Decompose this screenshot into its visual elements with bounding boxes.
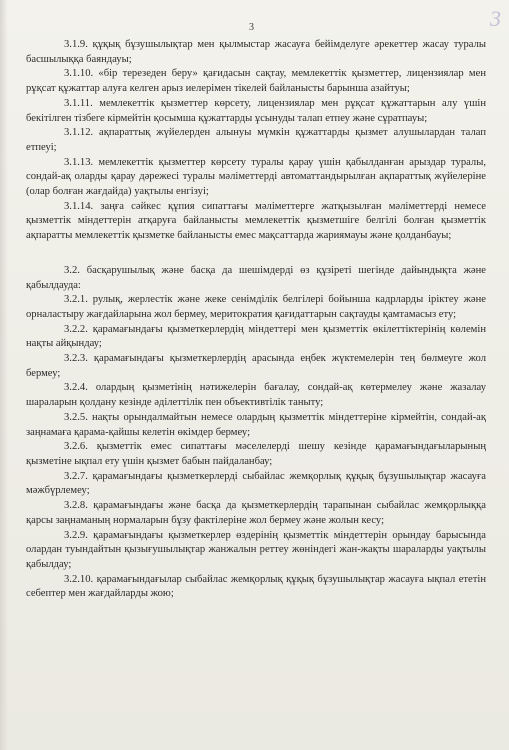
paragraph-3-2-9: 3.2.9. қарамағындағы қызметкерлер өздерінің қызметтік міндеттерін орындау барысында олардан туындайтын қызығушылықтар жанжалын реттеу жөніндегі жан-жақты шараларды уақтылы қабылдау; <box>26 529 486 570</box>
paragraph-3-2-7: 3.2.7. қарамағындағы қызметкерлерді сыбайлас жемқорлық құқық бұзушылықтар жасауға мәжбүрлемеу; <box>26 470 486 497</box>
paragraph-3-2-6: 3.2.6. қызметтік емес сипаттағы мәселелерді шешу кезінде қарамағындағыларының қызметіне ықпал ету үшін қызмет бабын пайдаланбау; <box>26 441 486 467</box>
paragraph-3-1-11: 3.1.11. мемлекеттік қызметтер көрсету, лицензиялар мен рұқсат құжаттарын алу үшін бекітілген тізбеге кірмейтін қосымша құжаттарды ұсынуды талап етпеу және сұратпауы; <box>26 97 486 124</box>
paragraph-3-1-14: 3.1.14. заңға сәйкес құпия сипаттағы мәліметтерге жатқызылған мәліметтерді немесе қызметтік міндеттерін атқаруға байланысты мемлекеттік қызметшіге белгілі болған қызметтік ақпаратты мемлекеттік қызметке байланысты емес мақсаттарда жариямауы және қолданбауы; <box>26 200 486 242</box>
paragraph-3-1-9: 3.1.9. құқық бұзушылықтар мен қылмыстар жасауға бейімделуге әрекеттер жасау туралы басшылыққа баяндауы; <box>26 39 486 65</box>
paragraph-3-2-4: 3.2.4. олардың қызметінің нәтижелерін бағалау, сондай-ақ көтермелеу және жазалау шараларын қолдану кезінде әділеттілік пен объективтілік таныту; <box>26 382 486 409</box>
paragraph-3-1-12: 3.1.12. ақпараттық жүйелерден алынуы мүмкін құжаттарды қызмет алушылардан талап етпеуі; <box>26 127 486 153</box>
paragraph-3-1-13: 3.1.13. мемлекеттік қызметтер көрсету туралы қарау үшін қабылданған арыздар туралы, сондай-ақ оларды қарау дәрежесі туралы мәліметтерді автоматтандырылған ақпараттық жүйелеріне (олар болған жағдайда) уақтылы енгізуі; <box>26 156 486 198</box>
paragraph-3-2-2: 3.2.2. қарамағындағы қызметкерлердің міндеттері мен қызметтік өкілеттіктерінің көлемін нақты айқындау; <box>26 323 486 350</box>
scan-edge-shadow <box>0 0 8 750</box>
paragraph-3-2-5: 3.2.5. нақты орындалмайтын немесе олардың қызметтік міндеттеріне кірмейтін, сондай-ақ заңнамаға қарама-қайшы келетін өкімдер бермеу; <box>26 411 486 438</box>
document-body <box>26 38 486 602</box>
paragraph-3-2-1: 3.2.1. рулық, жерлестік және жеке сенімділік белгілері бойынша кадрларды іріктеу және орналастыру жағдайларына жол бермеу, меритократия қағидаттарын сақтауды қамтамасыз ету; <box>26 294 486 320</box>
paragraph-3-2-8: 3.2.8. қарамағындағы және басқа да қызметкерлердің тарапынан сыбайлас жемқорлыққа қарсы заңнаманың нормаларын бұзу фактілеріне жол бермеу және жолын кесу; <box>26 500 486 526</box>
paragraph-3-2-3: 3.2.3. қарамағындағы қызметкерлердің арасында еңбек жүктемелерін тең бөлмеуге жол бермеу; <box>26 353 486 379</box>
handwritten-page-mark: 3 <box>490 6 501 31</box>
page-number: 3 <box>249 22 254 33</box>
paragraph-3-2-10: 3.2.10. қарамағындағылар сыбайлас жемқорлық құқық бұзушылықтар жасауға ықпал ететін себептер мен жағдайларды жою; <box>26 573 486 600</box>
paragraph-3-1-10: 3.1.10. «бір терезеден беру» қағидасын сақтау, мемлекеттік қызметтер, лицензиялар мен рұқсат құжаттар алуға келген арыз иелерімен тікелей байланысты барынша азайтуы; <box>26 68 486 95</box>
paragraph-3-2: 3.2. басқарушылық және басқа да шешімдерді өз құзіреті шегінде дайындықта және қабылдауда: <box>26 264 486 291</box>
